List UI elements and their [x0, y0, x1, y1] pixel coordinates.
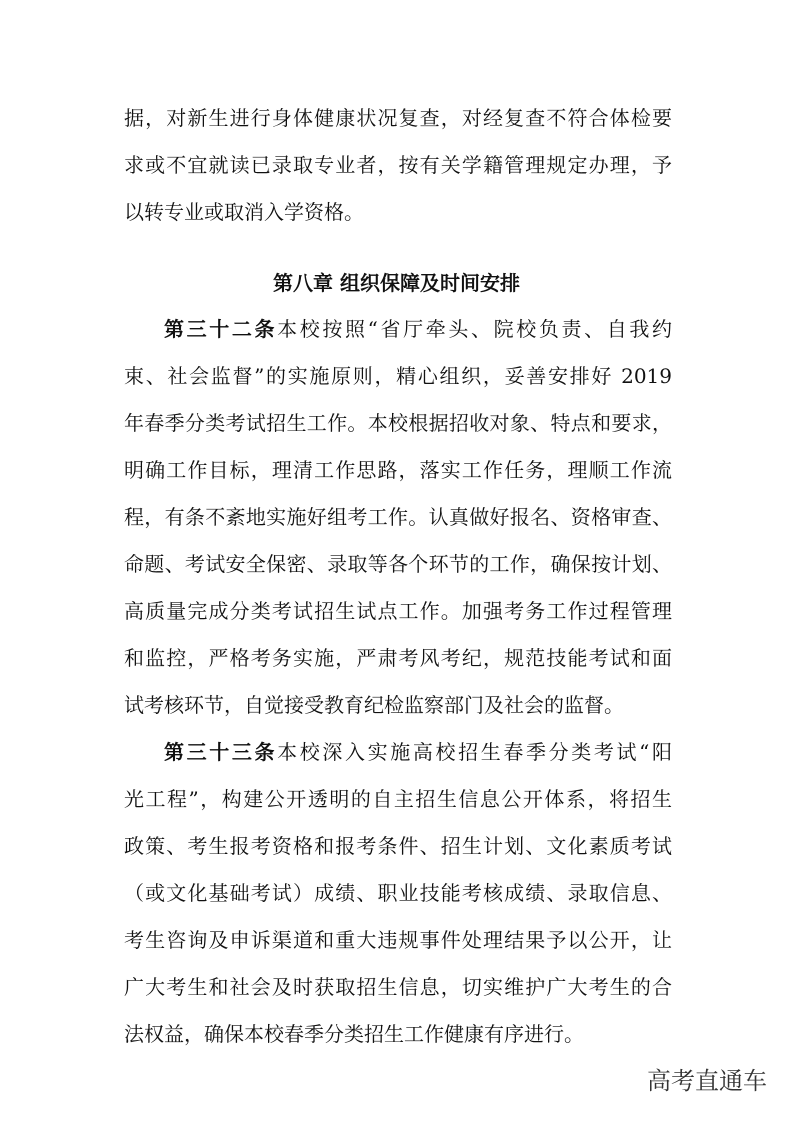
article-32-line-9: 试考核环节，自觉接受教育纪检监察部门及社会的监督。	[124, 693, 624, 717]
article-32-label: 第三十二条	[164, 317, 278, 341]
article-32-line-8: 和监控，严格考务实施，严肃考风考纪，规范技能考试和面	[124, 646, 672, 670]
article-32-line-4: 明确工作目标，理清工作思路，落实工作任务，理顺工作流	[124, 458, 672, 482]
article-32-line-5: 程，有条不紊地实施好组考工作。认真做好报名、资格审查、	[124, 505, 672, 529]
watermark-text: 高考直通车	[647, 1067, 767, 1095]
chapter-heading: 第八章 组织保障及时间安排	[273, 271, 520, 295]
article-33-line-4: （或文化基础考试）成绩、职业技能考核成绩、录取信息、	[124, 881, 672, 905]
article-32-line-7: 高质量完成分类考试招生试点工作。加强考务工作过程管理	[124, 599, 672, 623]
intro-line-2: 求或不宜就读已录取专业者，按有关学籍管理规定办理，予	[124, 153, 672, 177]
article-32-line-3: 年春季分类考试招生工作。本校根据招收对象、特点和要求，	[124, 411, 672, 435]
article-33-first-line	[164, 735, 672, 769]
intro-line-1: 据，对新生进行身体健康状况复查，对经复查不符合体检要	[124, 106, 672, 130]
article-33-line-7: 法权益，确保本校春季分类招生工作健康有序进行。	[124, 1022, 584, 1046]
article-32-first-line	[164, 312, 672, 346]
article-32-line-1: 本校按照“省厅牵头、院校负责、自我约	[277, 317, 673, 341]
article-32-line-2: 束、社会监督”的实施原则，精心组织，妥善安排好 2019	[124, 364, 672, 388]
article-33-line-3: 政策、考生报考资格和报考条件、招生计划、文化素质考试	[124, 834, 672, 858]
intro-line-3: 以转专业或取消入学资格。	[124, 200, 364, 224]
article-33-line-2: 光工程”，构建公开透明的自主招生信息公开体系，将招生	[124, 787, 672, 811]
article-33-line-1: 本校深入实施高校招生春季分类考试“阳	[277, 740, 673, 764]
article-32-line-6: 命题、考试安全保密、录取等各个环节的工作，确保按计划、	[124, 552, 672, 576]
article-33-label: 第三十三条	[164, 740, 278, 764]
article-33-line-5: 考生咨询及申诉渠道和重大违规事件处理结果予以公开，让	[124, 928, 672, 952]
article-33-line-6: 广大考生和社会及时获取招生信息，切实维护广大考生的合	[124, 975, 672, 999]
